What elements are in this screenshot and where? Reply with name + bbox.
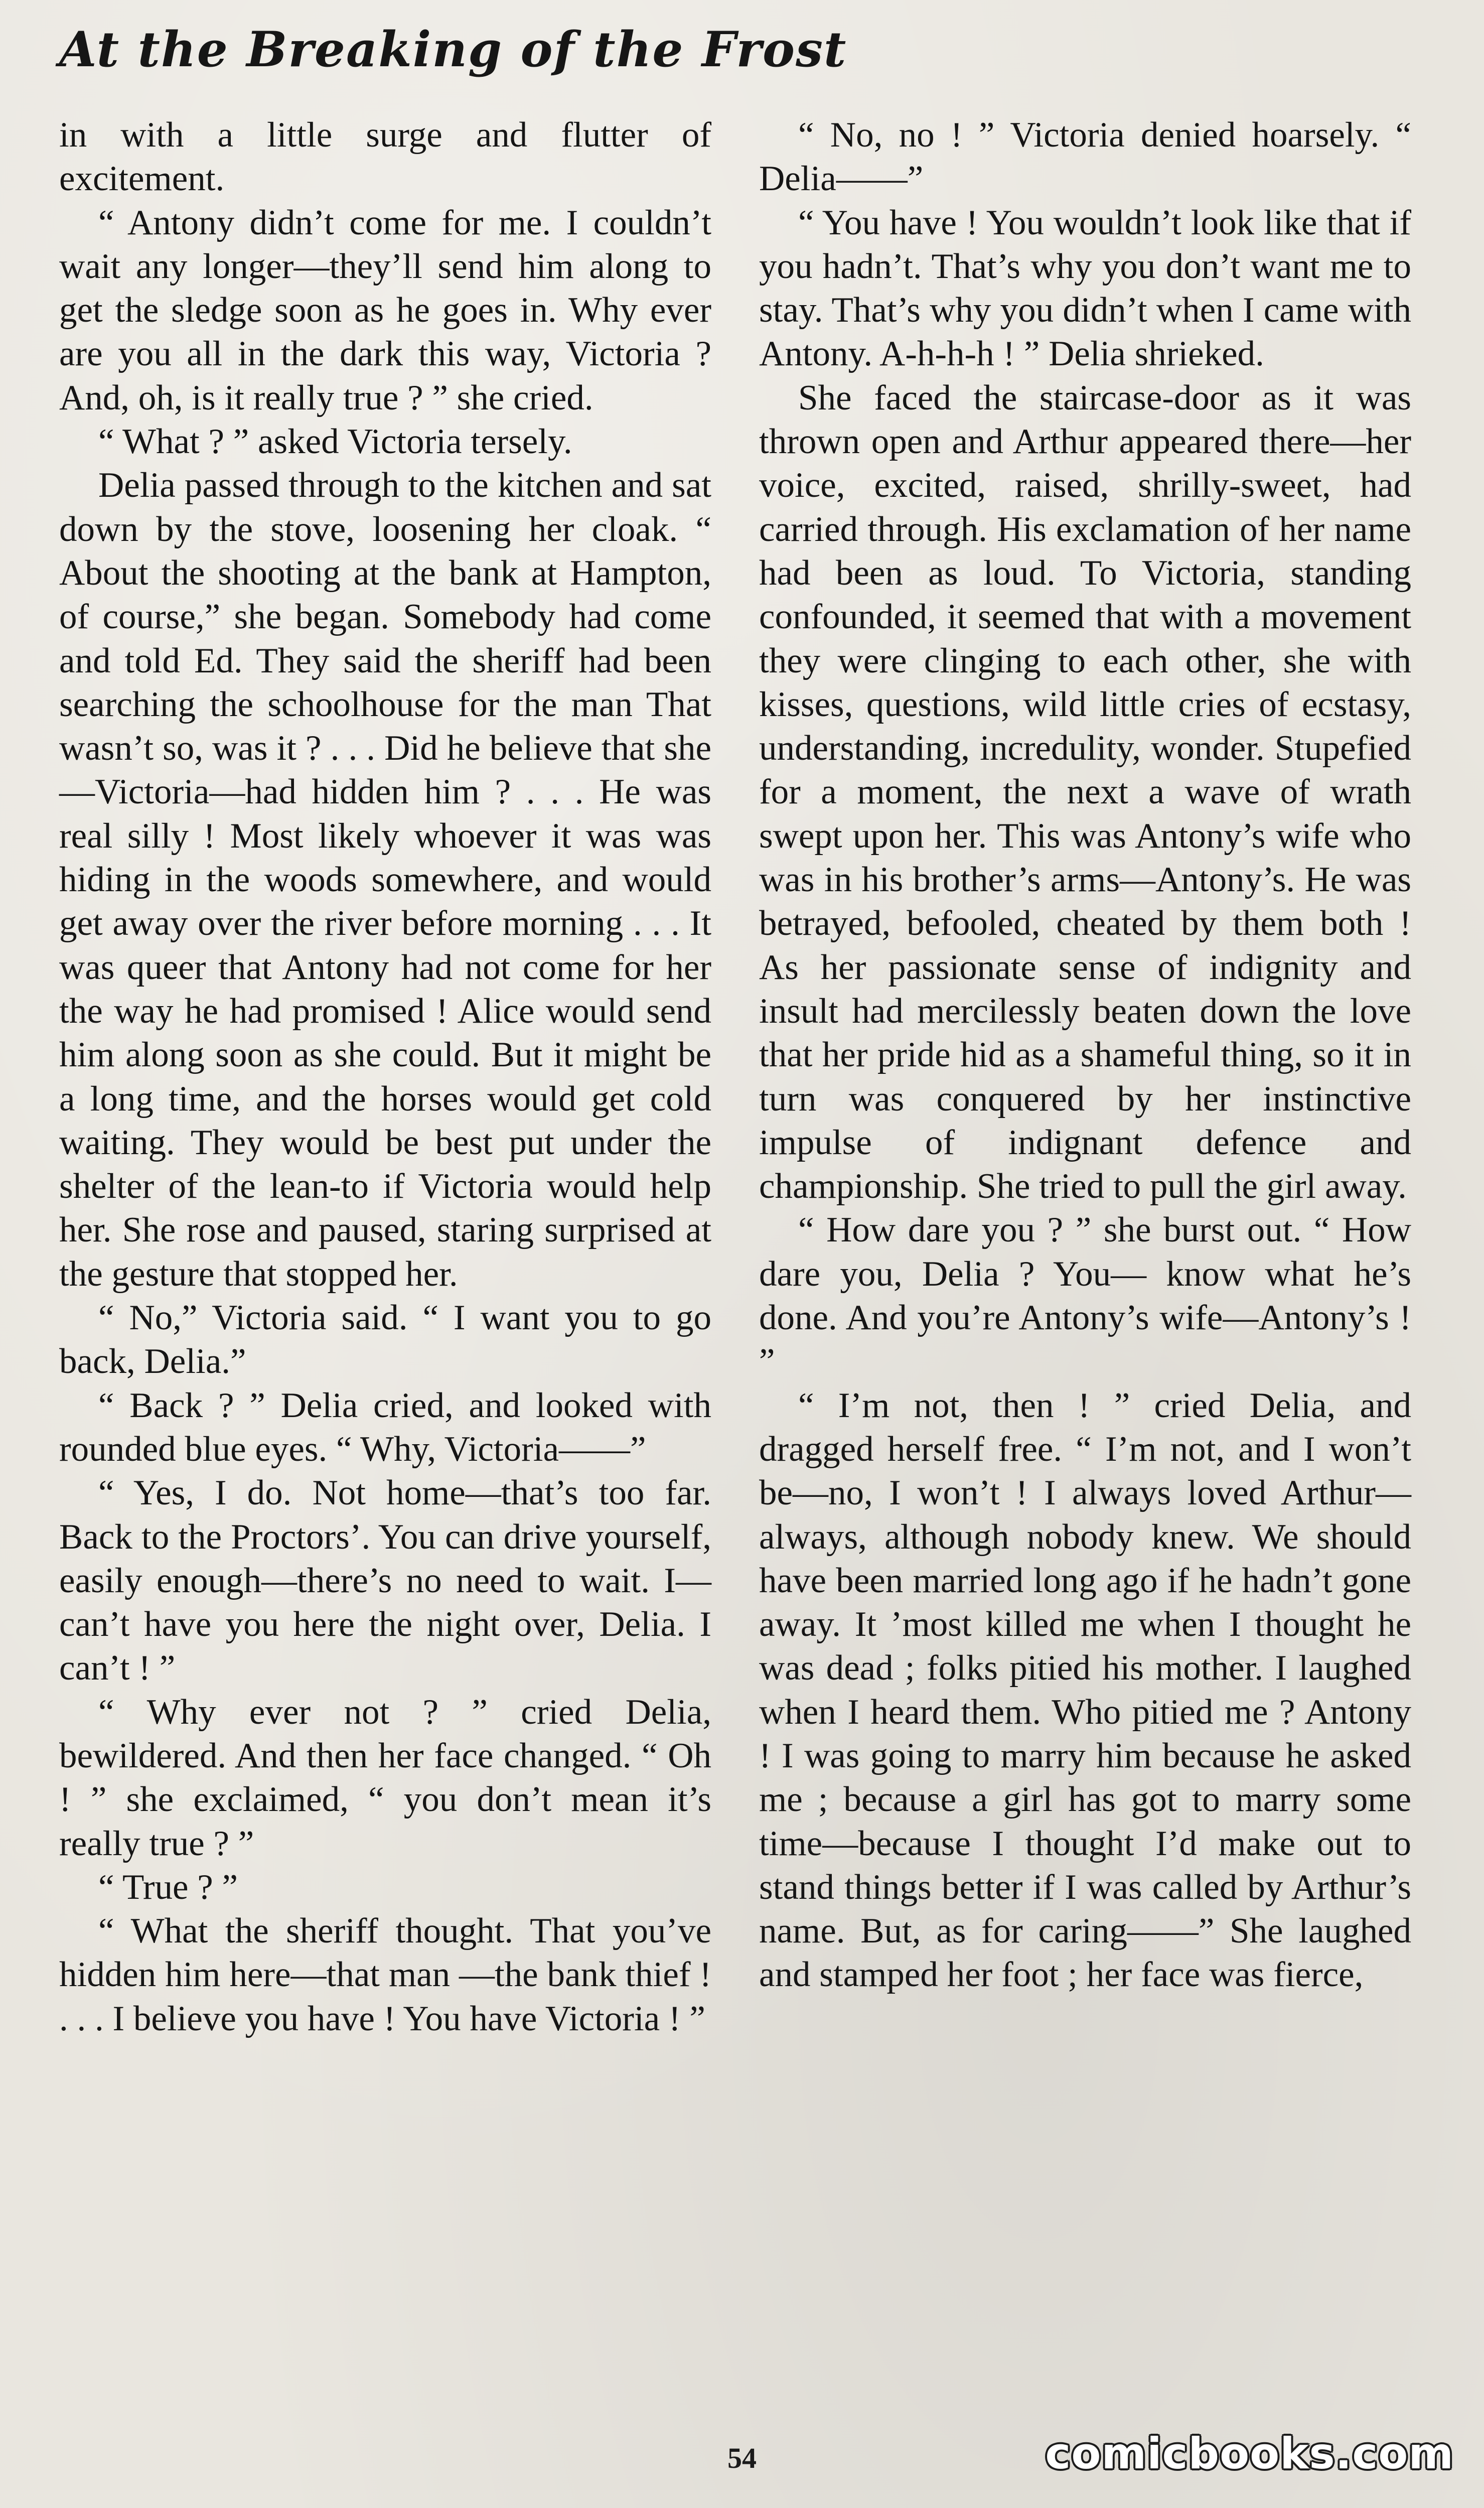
paragraph: “ How dare you ? ” she burst out. “ How dare you, Delia ? You— know what he’s done. And you’re Antony’s wife—Antony’s ! ” — [759, 1210, 1411, 1381]
paragraph: “ What ? ” asked Victoria tersely. — [98, 422, 572, 462]
page-number: 54 — [727, 2442, 757, 2474]
left-text-column — [59, 113, 711, 2041]
paragraph: “ No, no ! ” Victoria denied hoarsely. “ Delia——” — [759, 115, 1411, 199]
paragraph: “ Yes, I do. Not home—that’s too far. Back to the Proctors’. You can drive yourself, easily enough—there’s no need to wait. I—can’t have you here the night over, Delia. I can’t ! ” — [59, 1473, 711, 1688]
right-text-column — [759, 113, 1411, 1997]
paragraph: “ Why ever not ? ” cried Delia, bewildered. And then her face changed. “ Oh ! ” she exclaimed, “ you don’t mean it’s really true ? ” — [59, 1692, 711, 1863]
story-title: At the Breaking of the Frost — [59, 21, 847, 78]
paragraph: Delia passed through to the kitchen and sat down by the stove, loosening her cloak. “ About the shooting at the bank at Hampton, of course,” she began. Somebody had come and told Ed. They said the sheriff had been searching the schoolhouse for the man That wasn’t so, was it ? . . . Did he believe that she —Victoria—had hidden him ? . . . He was real silly ! Most likely whoever it was was hiding in the woods somewhere, and would get away over the river before morning . . . It was queer that Antony had not come for her the way he had promised ! Alice would send him along soon as she could. But it might be a long time, and the horses would get cold waiting. They would be best put under the shelter of the lean-to if Victoria would help her. She rose and paused, staring surprised at the gesture that stopped her. — [59, 466, 711, 1294]
site-watermark: comicbooks.com — [1045, 2429, 1454, 2479]
paragraph: She faced the staircase-door as it was thrown open and Arthur appeared there—her voice, excited, raised, shrilly-sweet, had carried through. His exclamation of her name had been as loud. To Victoria, standing confounded, it seemed that with a movement they were clinging to each other, she with kisses, questions, wild little cries of ecstasy, understanding, incredulity, wonder. Stupefied for a moment, the next a wave of wrath swept upon her. This was Antony’s wife who was in his brother’s arms—Antony’s. He was betrayed, befooled, cheated by them both ! As her passionate sense of indignity and insult had mercilessly beaten down the love that her pride hid as a shameful thing, so it in turn was conquered by her instinctive impulse of indignant defence and championship. She tried to pull the girl away. — [759, 378, 1411, 1206]
paragraph: in with a little surge and flutter of excitement. — [59, 115, 711, 199]
paragraph: “ True ? ” — [98, 1867, 238, 1907]
paragraph: “ I’m not, then ! ” cried Delia, and dragged herself free. “ I’m not, and I won’t be—no, I won’t ! I always loved Arthur—always, although nobody knew. We should have been married long ago if he hadn’t gone away. It ’most killed me when I thought he was dead ; folks pitied his mother. I laughed when I heard them. Who pitied me ? Antony ! I was going to marry him because he asked me ; because a girl has got to marry some time—because I thought I’d make out to stand things better if I was called by Arthur’s name. But, as for caring——” She laughed and stamped her foot ; her face was fierce, — [759, 1385, 1411, 1995]
paragraph: “ Back ? ” Delia cried, and looked with rounded blue eyes. “ Why, Victoria——” — [59, 1385, 711, 1469]
paragraph: “ Antony didn’t come for me. I couldn’t wait any longer—they’ll send him along to get the sledge soon as he goes in. Why ever are you all in the dark this way, Victoria ? And, oh, is it really true ? ” she cried. — [59, 203, 711, 417]
paragraph: “ No,” Victoria said. “ I want you to go back, Delia.” — [59, 1298, 711, 1381]
paragraph: “ What the sheriff thought. That you’ve hidden him here—that man —the bank thief ! . . . I believe you have ! You have Victoria ! ” — [59, 1911, 711, 2038]
paragraph: “ You have ! You wouldn’t look like that if you hadn’t. That’s why you don’t want me to stay. That’s why you didn’t when I came with Antony. A-h-h-h ! ” Delia shrieked. — [759, 203, 1411, 374]
